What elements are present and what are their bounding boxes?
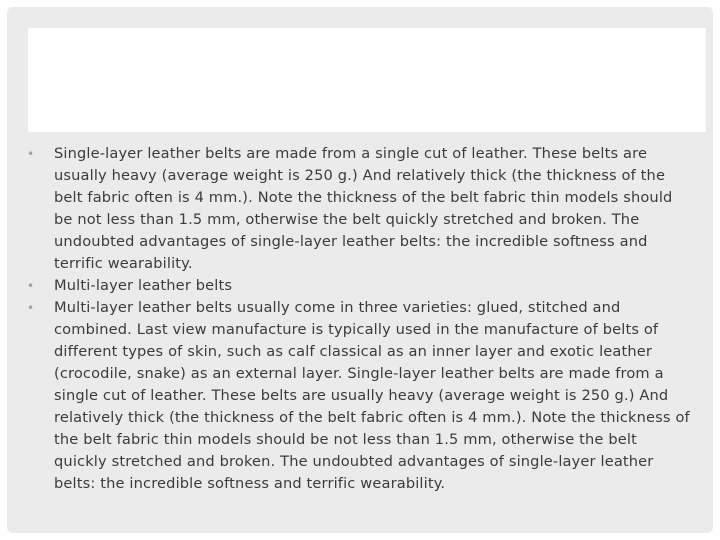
list-item <box>27 275 691 297</box>
bullet-icon: • <box>27 279 35 293</box>
list-item <box>27 297 691 495</box>
list-item <box>27 143 691 275</box>
title-placeholder <box>28 28 706 132</box>
bullet-text: Single-layer leather belts are made from a single cut of leather. These belts are usually heavy (average weight is 250 g.) And relatively thick (the thickness of the belt fabric often is 4 mm.). Note the thickness of the belt fabric thin models should be not less than 1.5 mm, otherwise the belt quickly stretched and broken. The undoubted advantages of single-layer leather belts: the incredible softness and terrific wearability. <box>54 145 673 272</box>
bullet-icon: • <box>27 301 35 315</box>
bullet-text: Multi-layer leather belts <box>54 277 233 294</box>
bullet-icon: • <box>27 147 35 161</box>
bullet-list <box>27 143 691 495</box>
bullet-text: Multi-layer leather belts usually come in three varieties: glued, stitched and combined. Last view manufacture is typically used in the manufacture of belts of different types of skin, such as calf classical as an inner layer and exotic leather (crocodile, snake) as an external layer. Single-layer leather belts are made from a single cut of leather. These belts are usually heavy (average weight is 250 g.) And relatively thick (the thickness of the belt fabric often is 4 mm.). Note the thickness of the belt fabric thin models should be not less than 1.5 mm, otherwise the belt quickly stretched and broken. The undoubted advantages of single-layer leather belts: the incredible softness and terrific wearability. <box>54 299 690 492</box>
